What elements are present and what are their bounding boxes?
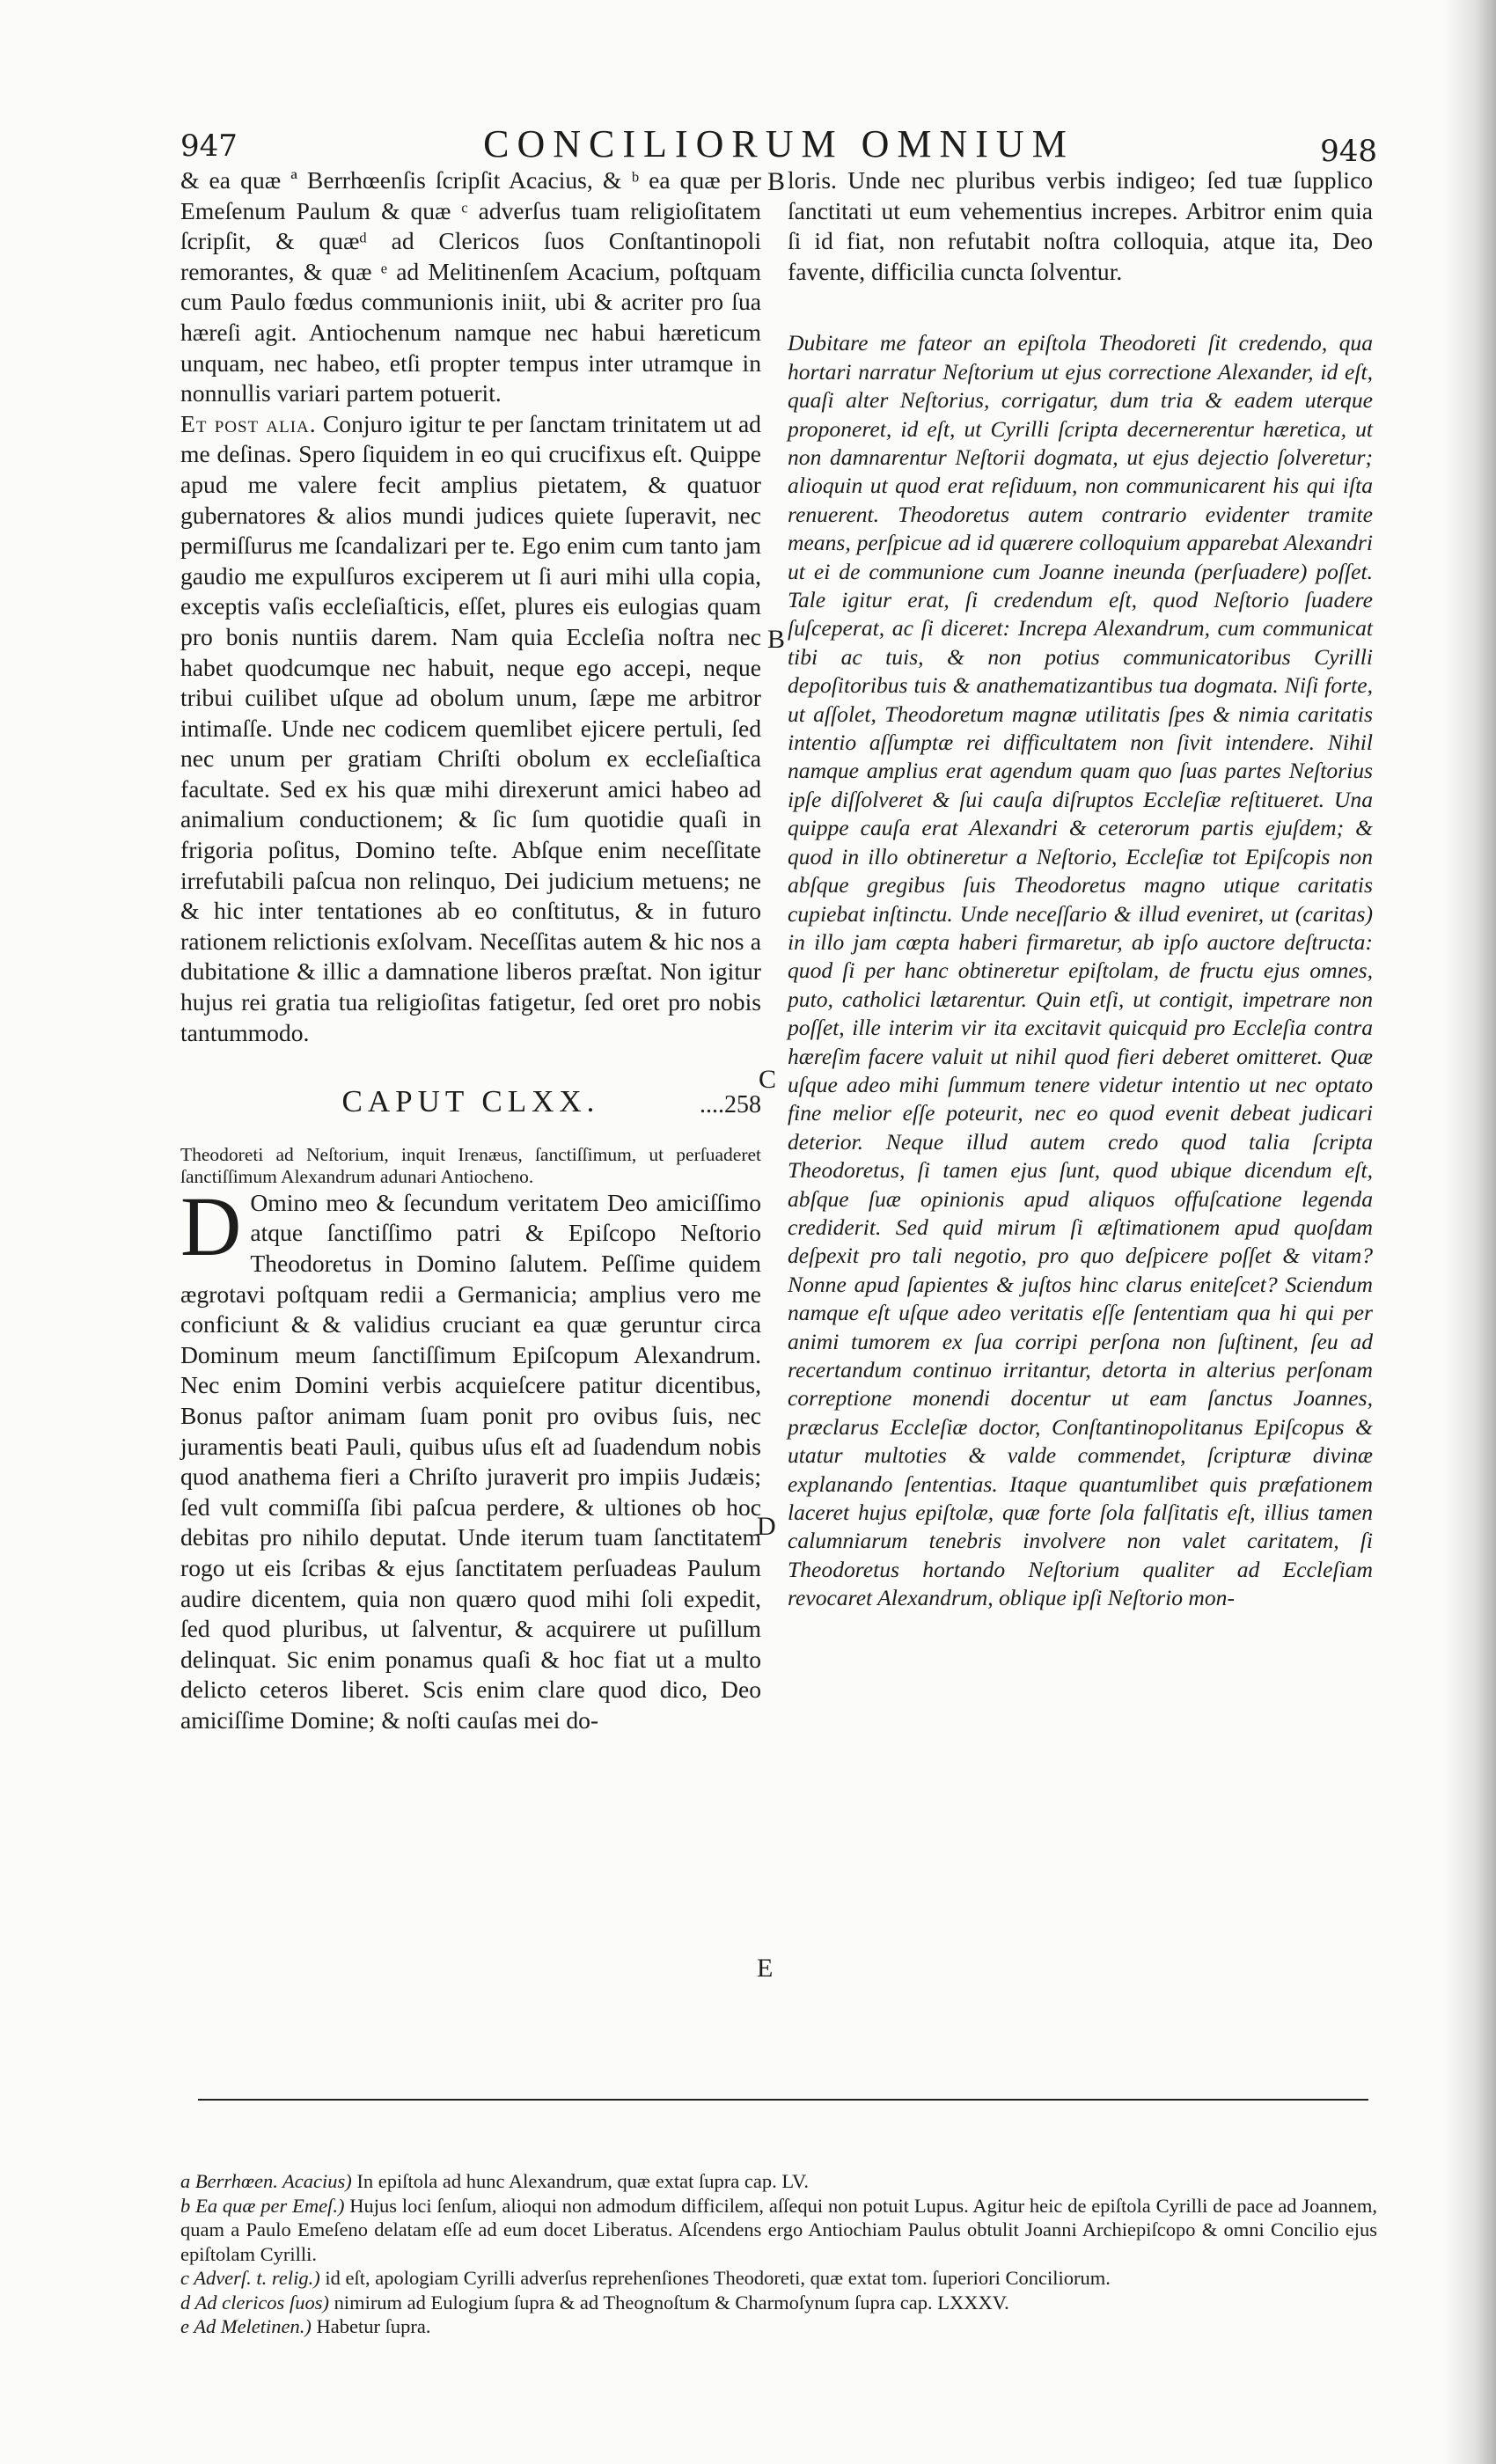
letter-text-1: & ea quæ ª Berrhœenſis ſcripſit Acacius, & ᵇ ea quæ per Emeſenum Paulum & quæ ᶜ adverſus tuam religioſitatem ſcripſit, & quæᵈ ad Clericos ſuos Conſtantinopoli remorantes, & quæ ᵉ ad Melitinenſem Acacium, poſtquam cum Paulo fœdus communionis iniit, ubi & acriter pro ſua hæreſi agit. Antiochenum namque nec habui hæreticum unquam, nec habeo, etſi propter tempus inter utramque in nonnullis variari partem potuerit.: [180, 166, 761, 407]
footnote-e: [180, 2314, 1377, 2339]
letter-text-1b: [180, 409, 761, 1048]
page-title: CONCILIORUM OMNIUM: [483, 122, 1074, 165]
page-number-right: 948: [1320, 134, 1377, 169]
margin-letter-c: C: [759, 1065, 777, 1094]
footnotes: [180, 2169, 1377, 2339]
margin-letter-b: B: [767, 625, 786, 654]
margin-letter-d: D: [757, 1512, 776, 1541]
letter-continuation: loris. Unde nec pluribus verbis indigeo; ſed tuæ ſupplico ſanctitati ut eum vehementius increpes. Arbitror enim quia ſi id fiat, non refutabit noſtra colloquia, atque ita, Deo favente, difficilia cuncta ſolventur.: [788, 166, 1373, 285]
chapter-title: CAPUT CLXX.: [341, 1084, 600, 1119]
footnote-a-text: In epiſtola ad hunc Alexandrum, quæ extat ſupra cap. LV.: [356, 2170, 810, 2192]
footnote-e-tag: e Ad Meletinen.): [180, 2315, 312, 2337]
footnote-b-text: Hujus loci ſenſum, alioqui non admodum difficilem, aſſequi non potuit Lupus. Agitur heic de epiſtola Cyrilli de pace ad Joannem, quam a Paulo Emeſeno delatam eſſe ad eum docet Liberatus. Aſcendens ergo Antiochiam Paulus obtulit Joanni Archiepiſcopo & omni Concilio ejus epiſtolam Cyrilli.: [180, 2194, 1378, 2265]
footnote-c-text: id eſt, apologiam Cyrilli adverſus reprehenſiones Theodoreti, quæ extat tom. ſuperiori Conciliorum.: [325, 2267, 1111, 2289]
footnote-b-tag: b Ea quæ per Emeſ.): [180, 2194, 345, 2217]
margin-letter-e: E: [757, 1954, 774, 1983]
page-edge-shadow: [1443, 0, 1496, 2464]
chapter-heading: [180, 1084, 761, 1119]
footnote-c: [180, 2266, 1377, 2291]
chapter-reference: ....258: [700, 1091, 761, 1119]
footnote-c-tag: c Adverſ. t. relig.): [180, 2267, 320, 2289]
commentary-text: Dubitare me fateor an epiſtola Theodoreti ſit credendo, qua hortari narratur Neſtorium ut ejus correctione Alexander, id eſt, quaſi alter Neſtorius, corrigatur, dum tria & eadem uterque proponeret, id eſt, ut Cyrilli ſcripta decernerentur hæretica, ut non damnarentur Neſtorii dogmata, ut ejus dejectio ſolveretur; alioquin ut quod erat reſiduum, non communicarent his qui iſta renuerent. Theodoretus autem contrario evidenter tramite means, perſpicue ad id quærere colloquium apparebat Alexandri ut ei de communione cum Joanne ineunda (perſuadere) poſſet. Tale igitur erat, ſi credendum eſt, quod Neſtorio ſuadere ſuſceperat, ac ſi diceret: Increpa Alexandrum, cum communicat tibi ac tuis, & non potius communicatoribus Cyrilli depoſitoribus tuis & anathematizantibus tua dogmata. Niſi forte, ut aſſolet, Theodoretum magnæ utilitatis ſpes & nimia caritatis intentio aſſumptæ rei difficultatem non ſivit intendere. Nihil namque amplius erat agendum quam quo ſuas partes Neſtorius ipſe diſſolveret & ſui cauſa diſruptos Eccleſiæ reſtitueret. Una quippe cauſa erat Alexandri & ceterorum partis ejuſdem; & quod in illo obtineretur a Neſtorio, Eccleſiæ tot Epiſcopis non abſque gregibus ſuis Theodoretus magno utique caritatis cupiebat inſtinctu. Unde neceſſario & illud eveniret, ut (caritas) in illo jam cœpta haberi firmaretur, ab ipſo auctore deſtructa: quod ſi per hanc obtineretur epiſtolam, de fructu ejus omnes, puto, catholici lætarentur. Quin etſi, ut contigit, impetrare non poſſet, ille interim vir ita excitavit quicquid pro Eccleſia contra hæreſim facere valuit ut nihil quod fieri deberet omitteret. Quæ uſque adeo mihi ſummum tenere videtur intentio ut nec optato fine melior eſſe poteurit, nec eo quod evenit debeat judicari deterior. Neque illud autem credo quod talia ſcripta Theodoretus, ſi tamen ejus ſunt, quod ubique dicendum eſt, abſque ſuæ opinionis apud aliquos offuſcatione legenda crediderit. Sed quid mirum ſi æſtimationem apud quoſdam deſpexit pro tali negotio, pro quo deſpicere poſſet & vitam? Nonne apud ſapientes & juſtos hinc clarus eniteſcet? Sciendum namque eſt uſque adeo veritatis eſſe ſententiam qua hi qui per animi tumorem ex ſua corripi perſona non ſuſtinent, ſeu ad recertandum continuo irritantur, detorta in alterius perſonam correptione monendi docentur ut eam ſanctus Joannes, præclarus Eccleſiæ doctor, Conſtantinopolitanus Epiſcopus & utatur multoties & valde commendet, ſcripturæ divinæ explanando ſententias. Itaque quantumlibet quis præfationem laceret hujus epiſtolæ, quæ forte ſola falſitatis eſt, illius tamen calumniarum tenebris involvere non valet caritatem, ſi Theodoretus hortando Neſtorium qualiter ad Eccleſiam revocaret Alexandrum, oblique ipſi Neſtorio mon-: [788, 330, 1373, 1611]
page-number-left: 947: [180, 128, 238, 164]
et-post-alia: Et post alia.: [180, 409, 317, 437]
footnote-d: [180, 2291, 1377, 2315]
footnote-b: [180, 2194, 1377, 2267]
chapter-argument: Theodoreti ad Neſtorium, inquit Irenæus, ſanctiſſimum, ut perſuaderet ſanctiſſimum Alexandrum adunari Antiocheno.: [180, 1143, 761, 1187]
right-column: [788, 165, 1373, 1613]
footnote-a: [180, 2169, 1377, 2194]
footnote-d-tag: d Ad clericos ſuos): [180, 2291, 329, 2314]
footnote-d-text: nimirum ad Eulogium ſupra & ad Theognoſtum & Charmoſynum ſupra cap. LXXXV.: [334, 2291, 1009, 2314]
footnote-rule: [198, 2099, 1368, 2101]
margin-letter-b-top: B: [767, 167, 786, 196]
letter-text-2-body: Omino meo & ſecundum veritatem Deo amiciſſimo atque ſanctiſſimo patri & Epiſcopo Neſtorio Theodoretus in Domino ſalutem. Peſſime quidem ægrotavi poſtquam redii a Germanicia; amplius vero me conficiunt & & validius cruciant ea quæ geruntur circa Dominum meum ſanctiſſimum Epiſcopum Alexandrum. Nec enim Domini verbis acquieſcere patitur dicentibus, Bonus paſtor animam ſuam ponit pro ovibus ſuis, nec juramentis beati Pauli, quibus uſus eſt ad ſuadendum nobis quod anathema fieri a Chriſto juraverit pro impiis Judæis; ſed vult commiſſa ſibi paſcua perdere, & ultiones ob hoc debitas pro nihilo deputat. Unde iterum tuam ſanctitatem rogo ut eis ſcribas & ejus ſanctitatem perſuadeas Paulum audire dicentem, quia non quæro quod mihi ſoli expedit, ſed quod pluribus, ut ſalventur, & acquirere ut puſillum delinquat. Sic enim ponamus quaſi & hoc fiat ut a multo delicto ceteros liberet. Scis enim clare quod dico, Deo amiciſſime Domine; & noſti cauſas mei do-: [180, 1188, 761, 1734]
letter-text-1b-body: Conjuro igitur te per ſanctam trinitatem ut ad me deſinas. Spero ſiquidem in eo qui crucifixus eſt. Quippe apud me valere fecit amplius pietatem, & quatuor gubernatores & alios mundi judices quiete ſuperavit, nec permiſſurus me ſcandalizari per te. Ego enim cum tanto jam gaudio me expulſuros exciperem ut ſi auri mihi ulla copia, exceptis vaſis eccleſiaſticis, eſſet, plures eis eulogias quam pro bonis nuntiis darem. Nam quia Eccleſia noſtra nec habet quodcumque nec habuit, neque ego accepi, neque tribui cuilibet uſque ad obolum unum, ſæpe me arbitror intimaſſe. Unde nec codicem quemlibet ejicere pertuli, ſed nec unum per gratiam Chriſti obolum ex eccleſiaſtica facultate. Sed ex his quæ mihi direxerunt amici habeo ad animalium conductionem; & ſic ſum quotidie quaſi in frigoria poſitus, Domino teſte. Abſque enim neceſſitate irrefutabili paſcua non relinquo, Dei judicium metuens; ne & hic inter tentationes ab eo conſtitutus, & in futuro rationem relictionis exſolvam. Neceſſitas autem & hic nos a dubitatione & illic a damnatione liberos præſtat. Non igitur hujus rei gratia tua religioſitas fatigetur, ſed oret pro nobis tantummodo.: [180, 409, 761, 1046]
footnote-e-text: Habetur ſupra.: [316, 2315, 431, 2337]
drop-cap: D: [180, 1178, 242, 1273]
left-column: [180, 165, 761, 1736]
letter-text-2: [180, 1178, 761, 1736]
footnote-a-tag: a Berrhœen. Acacius): [180, 2170, 352, 2192]
